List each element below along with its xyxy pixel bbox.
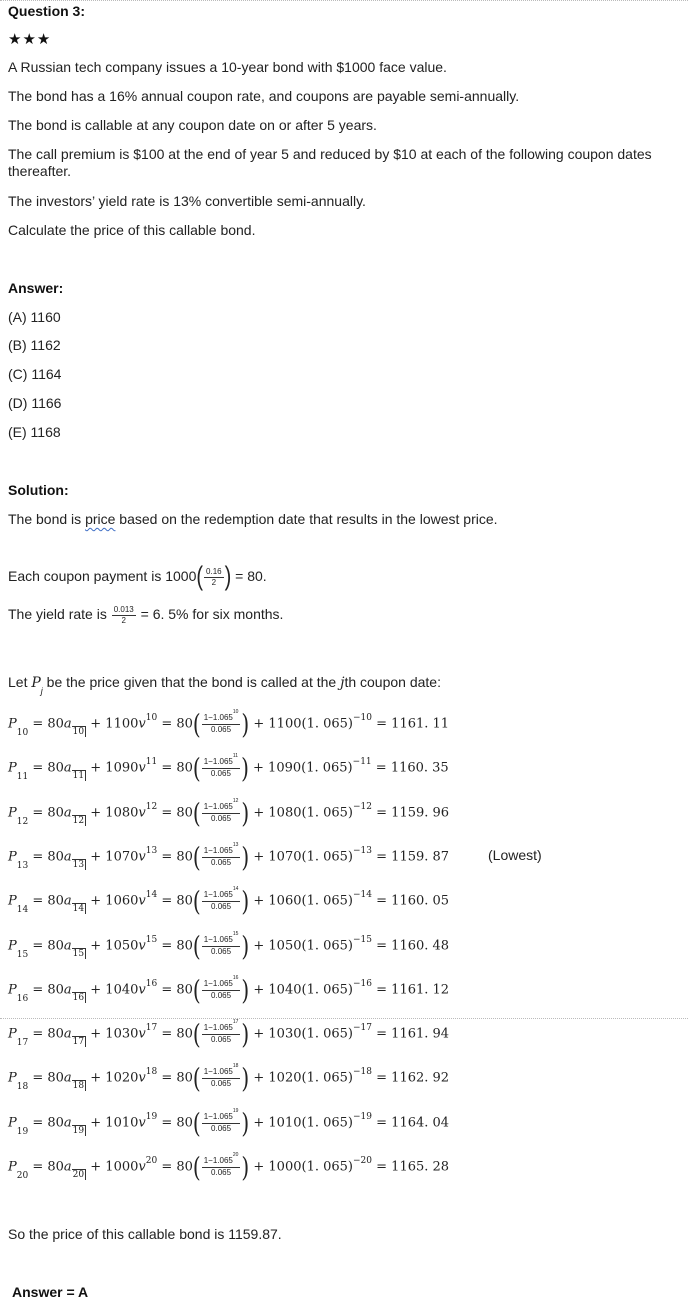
question-line: The call premium is $100 at the end of year 5 and reduced by $10 at each of the following coupon dates xyxy=(8,146,652,162)
price-value: 1162. 92 xyxy=(391,1070,450,1086)
spellcheck-word: price xyxy=(85,511,116,527)
price-equation-row: $P_{10} = 80a_{10} + 1100v^{10} = 80$( $\frac{1-1.065^{10}}{0.065}$ ) + 1100(1. 065)$^{-10}$ = 1161. 11 xyxy=(8,707,450,741)
price-equation-row: $P_{18} = 80a_{18} + 1020v^{18} = 80$( $\frac{1-1.065^{18}}{0.065}$ ) + 1020(1. 065)$^{-18}$ = 1162. 92 xyxy=(8,1061,450,1095)
answer-option: (E) 1168 xyxy=(8,424,61,440)
price-equation-row: $P_{15} = 80a_{15} + 1050v^{15} = 80$( $\frac{1-1.065^{15}}{0.065}$ ) + 1050(1. 065)$^{-15}$ = 1160. 48 xyxy=(8,929,450,963)
answer-option: (A) 1160 xyxy=(8,309,61,325)
question-title: Question 3: xyxy=(8,3,86,19)
answer-option: (B) 1162 xyxy=(8,337,61,353)
coupon-line: Each coupon payment is 1000( $\frac{0.16}{2}$ ) = 80. xyxy=(8,561,267,592)
definition-line: Let $P_j$ be the price given that the bond is called at the jth coupon date: xyxy=(8,674,441,696)
price-value: 1161. 11 xyxy=(391,716,450,732)
question-line: The bond is callable at any coupon date on or after 5 years. xyxy=(8,117,377,133)
lowest-label: (Lowest) xyxy=(488,847,542,863)
price-equation-row: $P_{19} = 80a_{19} + 1010v^{19} = 80$( $\frac{1-1.065^{19}}{0.065}$ ) + 1010(1. 065)$^{-19}$ = 1164. 04 xyxy=(8,1106,450,1140)
price-equation-row: $P_{14} = 80a_{14} + 1060v^{14} = 80$( $\frac{1-1.065^{14}}{0.065}$ ) + 1060(1. 065)$^{-14}$ = 1160. 05 xyxy=(8,884,450,918)
question-line: The investors’ yield rate is 13% convertible semi-annually. xyxy=(8,193,366,209)
solution-intro: The bond is price based on the redemption date that results in the lowest price. xyxy=(8,511,498,527)
price-value: 1164. 04 xyxy=(391,1115,450,1131)
question-line: Calculate the price of this callable bond. xyxy=(8,222,256,238)
final-answer: Answer = A xyxy=(12,1284,89,1300)
price-value: 1160. 35 xyxy=(390,760,449,776)
question-line: thereafter. xyxy=(8,163,72,179)
price-value: 1165. 28 xyxy=(391,1159,450,1175)
price-value: 1160. 48 xyxy=(391,938,450,954)
answer-option: (C) 1164 xyxy=(8,366,62,382)
price-equation-row: $P_{16} = 80a_{16} + 1040v^{16} = 80$( $\frac{1-1.065^{16}}{0.065}$ ) + 1040(1. 065)$^{-16}$ = 1161. 12 xyxy=(8,973,450,1007)
price-value: 1159. 87 xyxy=(391,849,450,865)
yield-line: The yield rate is $\frac{0.013}{2}$ = 6. 5% for six months. xyxy=(8,605,284,625)
price-equation-row: $P_{12} = 80a_{12} + 1080v^{12} = 80$( $\frac{1-1.065^{12}}{0.065}$ ) + 1080(1. 065)$^{-12}$ = 1159. 96 xyxy=(8,796,450,830)
price-equation-row: $P_{17} = 80a_{17} + 1030v^{17} = 80$( $\frac{1-1.065^{17}}{0.065}$ ) + 1030(1. 065)$^{-17}$ = 1161. 94 xyxy=(8,1017,450,1051)
price-value: 1161. 12 xyxy=(391,982,450,998)
top-divider xyxy=(0,0,688,1)
price-value: 1160. 05 xyxy=(391,893,450,909)
answer-heading: Answer: xyxy=(8,280,64,296)
question-line: A Russian tech company issues a 10-year bond with $1000 face value. xyxy=(8,59,447,75)
question-line: The bond has a 16% annual coupon rate, and coupons are payable semi-annually. xyxy=(8,88,520,104)
difficulty-stars: ★★★ xyxy=(8,31,52,48)
price-equation-row: $P_{13} = 80a_{13} + 1070v^{13} = 80$( $\frac{1-1.065^{13}}{0.065}$ ) + 1070(1. 065)$^{-13}$ = 1159. 87 xyxy=(8,840,450,874)
answer-option: (D) 1166 xyxy=(8,395,62,411)
yield-fraction: $\frac{0.013}{2}$ xyxy=(113,605,134,625)
price-equation-row: $P_{20} = 80a_{20} + 1000v^{20} = 80$( $\frac{1-1.065^{20}}{0.065}$ ) + 1000(1. 065)$^{-20}$ = 1165. 28 xyxy=(8,1150,450,1184)
price-value: 1161. 94 xyxy=(391,1026,450,1042)
conclusion-line: So the price of this callable bond is 1159.87. xyxy=(8,1226,282,1242)
price-value: 1159. 96 xyxy=(391,805,450,821)
price-equation-row: $P_{11} = 80a_{11} + 1090v^{11} = 80$( $\frac{1-1.065^{11}}{0.065}$ ) + 1090(1. 065)$^{-11}$ = 1160. 35 xyxy=(8,751,449,785)
coupon-fraction: $\frac{0.16}{2}$ xyxy=(206,567,222,587)
solution-heading: Solution: xyxy=(8,482,69,498)
page-divider xyxy=(0,1018,688,1019)
